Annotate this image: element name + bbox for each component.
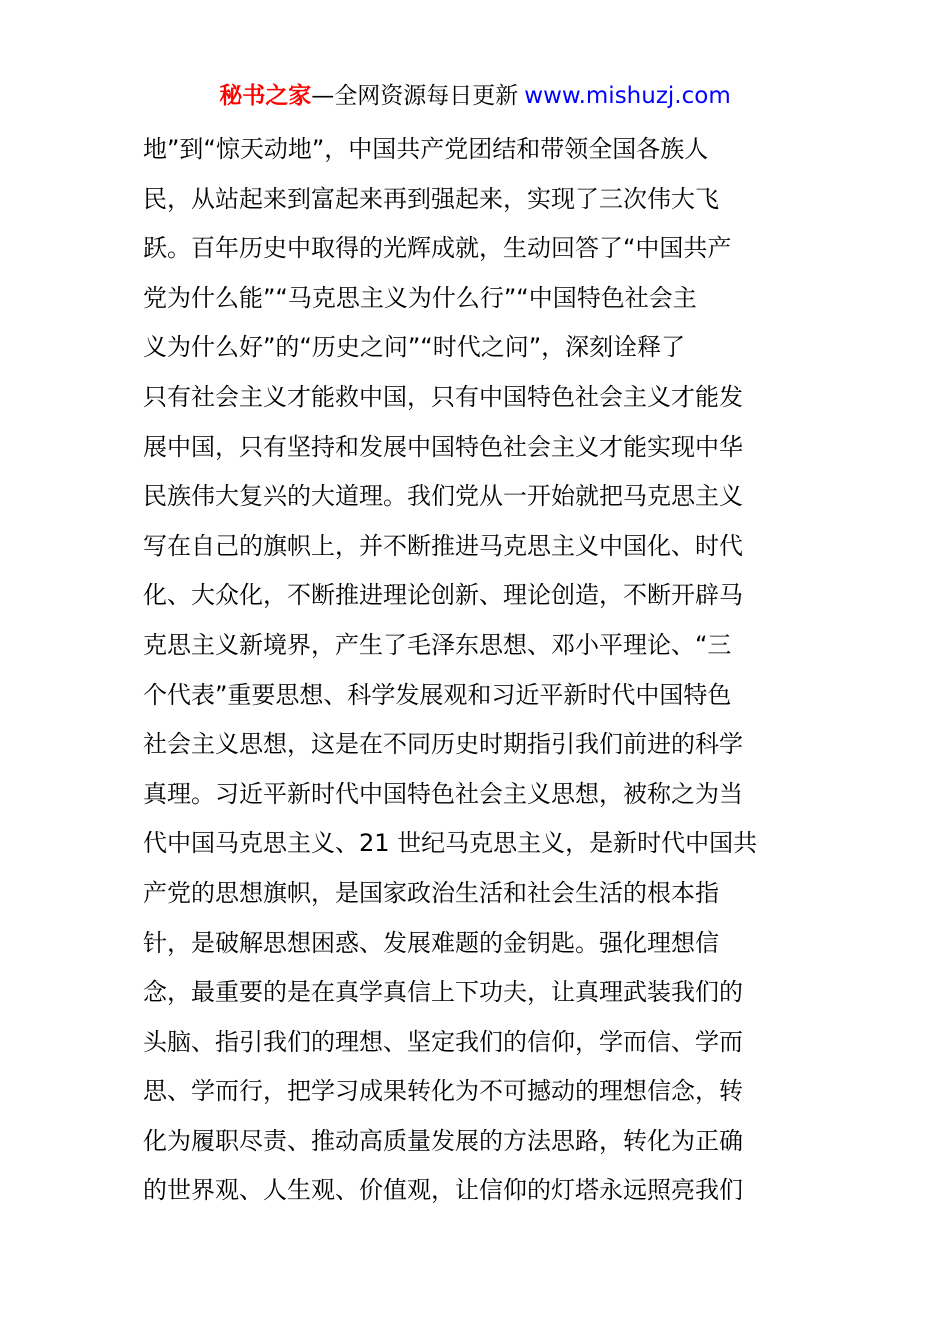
text-line: 化、大众化，不断推进理论创新、理论创造，不断开辟马: [143, 581, 743, 610]
text-line: 的世界观、人生观、价值观，让信仰的灯塔永远照亮我们: [143, 1176, 743, 1205]
body-text: [143, 125, 813, 1216]
text-line: 念，最重要的是在真学真信上下功夫，让真理武装我们的: [143, 978, 743, 1007]
header-url[interactable]: www.mishuzj.com: [524, 83, 731, 109]
text-line: 写在自己的旗帜上，并不断推进马克思主义中国化、时代: [143, 531, 743, 560]
header-tagline: —全网资源每日更新: [311, 83, 519, 109]
header-brand: 秘书之家: [219, 83, 312, 109]
page-header: [0, 80, 950, 112]
text-line: 义为什么好”的“历史之问”“时代之问”，深刻诠释了: [143, 333, 686, 362]
text-line: 社会主义思想，这是在不同历史时期指引我们前进的科学: [143, 730, 743, 759]
text-line: 党为什么能”“马克思主义为什么行”“中国特色社会主: [143, 283, 697, 312]
text-line: 思、学而行，把学习成果转化为不可撼动的理想信念，转: [143, 1077, 743, 1106]
text-line: 跃。百年历史中取得的光辉成就，生动回答了“中国共产: [143, 234, 732, 263]
text-line: 克思主义新境界，产生了毛泽东思想、邓小平理论、“三: [143, 630, 732, 659]
text-line: 化为履职尽责、推动高质量发展的方法思路，转化为正确: [143, 1126, 743, 1155]
text-line: 真理。习近平新时代中国特色社会主义思想，被称之为当: [143, 779, 743, 808]
text-line: 民族伟大复兴的大道理。我们党从一开始就把马克思主义: [143, 482, 743, 511]
text-line: 民，从站起来到富起来再到强起来，实现了三次伟大飞: [143, 184, 719, 213]
text-line: 针，是破解思想困惑、发展难题的金钥匙。强化理想信: [143, 928, 719, 957]
text-line: 个代表”重要思想、科学发展观和习近平新时代中国特色: [143, 680, 732, 709]
text-line: 头脑、指引我们的理想、坚定我们的信仰，学而信、学而: [143, 1027, 743, 1056]
text-line: 地”到“惊天动地”，中国共产党团结和带领全国各族人: [143, 135, 709, 163]
text-line: 只有社会主义才能救中国，只有中国特色社会主义才能发: [143, 382, 743, 411]
text-line: 代中国马克思主义、21 世纪马克思主义，是新时代中国共: [143, 829, 758, 858]
text-line: 展中国，只有坚持和发展中国特色社会主义才能实现中华: [143, 432, 743, 461]
text-line: 产党的思想旗帜，是国家政治生活和社会生活的根本指: [143, 878, 719, 907]
